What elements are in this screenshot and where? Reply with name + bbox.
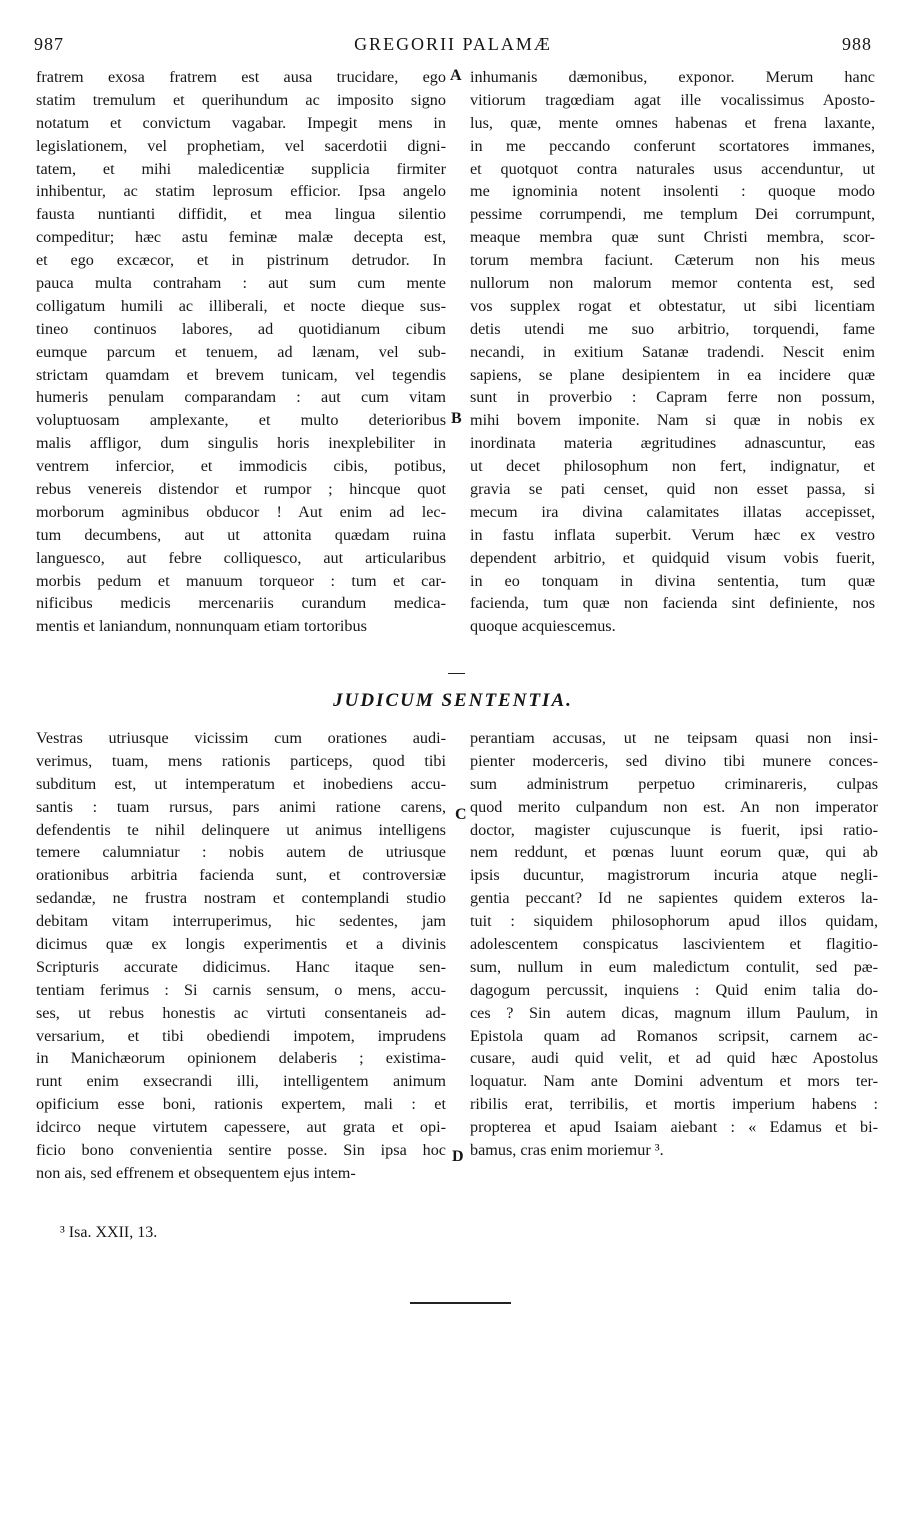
text-line: languesco, aut febre colliquesco, aut articularibus	[36, 548, 446, 567]
text-line: bamus, cras enim moriemur ³.	[470, 1141, 664, 1160]
text-line: tuit : siquidem philosophorum apud illos quidam,	[470, 912, 878, 931]
text-line: sedandæ, ne frustra nostram et contemplandi studio	[36, 889, 446, 908]
text-line: tatem, et mihi maledicentiæ supplicia firmiter	[36, 159, 446, 178]
text-line: rebus venereis distendor et rumpor ; hincque quot	[36, 480, 446, 499]
text-line: temere calumniatur : nobis autem de utriusque	[36, 843, 446, 862]
text-line: necandi, in exitium Satanæ tradendi. Nescit enim	[470, 342, 875, 361]
text-line: meaque membra quæ sunt Christi membra, scor-	[470, 228, 875, 247]
running-title: GREGORII PALAMÆ	[354, 34, 552, 54]
margin-marker-a: A	[450, 67, 462, 84]
footnote: ³ Isa. XXII, 13.	[60, 1224, 158, 1241]
text-line: inhumanis dæmonibus, exponor. Merum hanc	[470, 68, 875, 86]
text-line: et ego excæcor, et in pistrinum detrudor. In	[36, 251, 446, 270]
text-line: pauca multa contraham : aut sum cum mente	[36, 274, 446, 293]
text-line: runt enim exsecrandi illi, intelligentem animum	[36, 1072, 446, 1091]
page-number-right: 988	[842, 34, 872, 54]
text-line: versarium, et tibi obediendi impotem, imprudens	[36, 1026, 446, 1045]
text-line: adolescentem conspicatus lascivientem et flagitio-	[470, 935, 878, 954]
text-line: ventrem infercior, et immodicis cibis, potibus,	[36, 457, 446, 476]
text-line: nem reddunt, et pœnas luunt eorum quæ, qui ab	[470, 843, 878, 862]
text-line: ribilis erat, terribilis, et mortis imperium habens :	[470, 1095, 878, 1114]
margin-marker-c: C	[455, 806, 467, 823]
text-line: voluptuosam amplexante, et multo deterioribus	[36, 411, 446, 430]
bottom-right-column	[470, 727, 878, 1162]
text-line: nullorum non malorum memor contenta est, sed	[470, 274, 875, 293]
text-line: sunt in proverbio : Capram ferre non possum,	[470, 388, 875, 407]
top-right-column	[470, 66, 875, 638]
page-number-left: 987	[34, 34, 64, 54]
text-line: torum membra faciunt. Cæterum non his meus	[470, 251, 875, 270]
text-line: vitiorum tragœdiam agat ille vocalissimus Aposto-	[470, 90, 875, 109]
text-line: idcirco neque virtutem capessere, aut grata et opi-	[36, 1118, 446, 1137]
text-line: colligatum humili ac illiberali, et nocte dieque sus-	[36, 296, 446, 315]
text-line: gravia se pati censet, quid non esset passa, si	[470, 480, 875, 499]
text-line: vos supplex rogat et obtestatur, ut sibi licentiam	[470, 296, 875, 315]
text-line: legislationem, vel prophetiam, vel sacerdotii digni-	[36, 136, 446, 155]
text-line: dependent arbitrio, et quidquid visum vobis fuerit,	[470, 548, 875, 567]
text-line: inhibentur, ac statim leprosum efficior. Ipsa angelo	[36, 182, 446, 201]
text-line: pessime corrumpendi, me templum Dei corrumpunt,	[470, 205, 875, 224]
text-line: loquatur. Nam ante Domini adventum et mors ter-	[470, 1072, 878, 1091]
text-line: ficio bono convenientia sentire posse. Sin ipsa hoc	[36, 1141, 446, 1160]
text-line: cusare, audi quid velit, et ad quid hæc Apostolus	[470, 1049, 878, 1068]
text-line: in fastu inflata superbit. Verum hæc ex vestro	[470, 525, 875, 544]
text-line: dagogum percussit, inquiens : Quid enim talia do-	[470, 980, 878, 999]
text-line: detis utendi me suo arbitrio, torquendi, fame	[470, 319, 875, 338]
text-line: santis : tuam rursus, pars animi ratione carens,	[36, 797, 446, 816]
text-line: statim tremulum et querihundum ac imposito signo	[36, 90, 446, 109]
text-line: fratrem exosa fratrem est ausa trucidare, ego	[36, 68, 446, 86]
text-line: tentiam ferimus : Si carnis sensum, o mens, accu-	[36, 980, 446, 999]
text-line: mecum ira divina calamitates illatas accepisset,	[470, 502, 875, 521]
text-line: subditum est, ut intemperatum et inobediens accu-	[36, 774, 446, 793]
top-left-column	[36, 66, 446, 638]
text-line: quoque acquiescemus.	[470, 617, 616, 636]
text-line: ces ? Sin autem dicas, magnum illum Paulum, in	[470, 1003, 878, 1022]
text-line: Vestras utriusque vicissim cum orationes audi-	[36, 729, 446, 747]
text-line: malis affligor, dum singulis horis inexplebiliter in	[36, 434, 446, 453]
text-line: eumque parcum et tenuem, ad lænam, vel sub-	[36, 342, 446, 361]
text-line: in eo tonquam in divina sententia, tum quæ	[470, 571, 875, 590]
text-line: tum decumbens, aut ut attonita quædam ruina	[36, 525, 446, 544]
text-line: fausta nuntianti diffidit, et mea lingua silentio	[36, 205, 446, 224]
text-line: quod merito culpandum non est. An non imperator	[470, 797, 878, 816]
text-line: non ais, sed effrenem et obsequentem ejus intem-	[36, 1163, 356, 1182]
end-rule	[410, 1302, 511, 1304]
text-line: Scripturis accurate didicimus. Hanc itaque sen-	[36, 957, 446, 976]
text-line: propterea et apud Isaiam aiebant : « Edamus et bi-	[470, 1118, 878, 1137]
margin-marker-b: B	[451, 410, 462, 427]
section-divider	[448, 673, 465, 674]
text-line: verimus, tuam, mens rationis particeps, quod tibi	[36, 751, 446, 770]
section-title: JUDICUM SENTENTIA.	[333, 690, 573, 711]
text-line: sapiens, se plane desipientem in ea incidere quæ	[470, 365, 875, 384]
text-line: perantiam accusas, ut ne teipsam quasi non insi-	[470, 729, 878, 747]
text-line: et quotquot contra naturales usus accenduntur, ut	[470, 159, 875, 178]
text-line: ut decet philosophum non fert, indignatur, et	[470, 457, 875, 476]
text-line: opificium esse boni, rationis expertem, mali : et	[36, 1095, 446, 1114]
bottom-left-column	[36, 727, 446, 1185]
text-line: orationibus arbitria facienda sunt, et controversiæ	[36, 866, 446, 885]
text-line: notatum et convictum vagabar. Impegit mens in	[36, 113, 446, 132]
text-line: in Manichæorum opinionem delaberis ; existima-	[36, 1049, 446, 1068]
text-line: ses, ut rebus honestis ac virtuti consentaneis ad-	[36, 1003, 446, 1022]
text-line: pienter moderceris, sed divino tibi munere conces-	[470, 751, 878, 770]
text-line: morbis pedum et manuum torqueor : tum et car-	[36, 571, 446, 590]
text-line: me ignominia notent insolenti : quoque modo	[470, 182, 875, 201]
text-line: sum, nullum in eum maledictum contulit, sed pæ-	[470, 957, 878, 976]
text-line: strictam quamdam et brevem tunicam, vel tegendis	[36, 365, 446, 384]
text-line: ipsis ducuntur, magistrorum incuria atque negli-	[470, 866, 878, 885]
text-line: debitam vitam interruperimus, hic sedentes, jam	[36, 912, 446, 931]
text-line: nificibus medicis mercenariis curandum medica-	[36, 594, 446, 613]
text-line: defendentis te nihil delinquere ut animus intelligens	[36, 820, 446, 839]
text-line: gentia peccant? Id ne sapientes quidem exteros la-	[470, 889, 878, 908]
text-line: mentis et laniandum, nonnunquam etiam tortoribus	[36, 617, 367, 636]
text-line: Epistola quam ad Romanos scripsit, carnem ac-	[470, 1026, 878, 1045]
text-line: in me peccando conferunt scortatores immanes,	[470, 136, 875, 155]
text-line: mihi bovem imponite. Nam si quæ in nobis ex	[470, 411, 875, 430]
text-line: humeris penulam comparandam : aut cum vitam	[36, 388, 446, 407]
text-line: lus, quæ, mente omnes habenas et frena laxante,	[470, 113, 875, 132]
text-line: compeditur; hæc astu feminæ malæ decepta est,	[36, 228, 446, 247]
text-line: doctor, magister cujuscunque is fuerit, ipsi ratio-	[470, 820, 878, 839]
text-line: facienda, tum quæ non facienda sint definiente, nos	[470, 594, 875, 613]
text-line: dicimus quæ ex longis experimentis et a divinis	[36, 935, 446, 954]
margin-marker-d: D	[452, 1148, 464, 1165]
text-line: sum administrum perpetuo criminareris, culpas	[470, 774, 878, 793]
text-line: morborum agminibus obducor ! Aut enim ad lec-	[36, 502, 446, 521]
text-line: tineo continuos labores, ad quotidianum cibum	[36, 319, 446, 338]
text-line: inordinata materia ægritudines adnascuntur, eas	[470, 434, 875, 453]
